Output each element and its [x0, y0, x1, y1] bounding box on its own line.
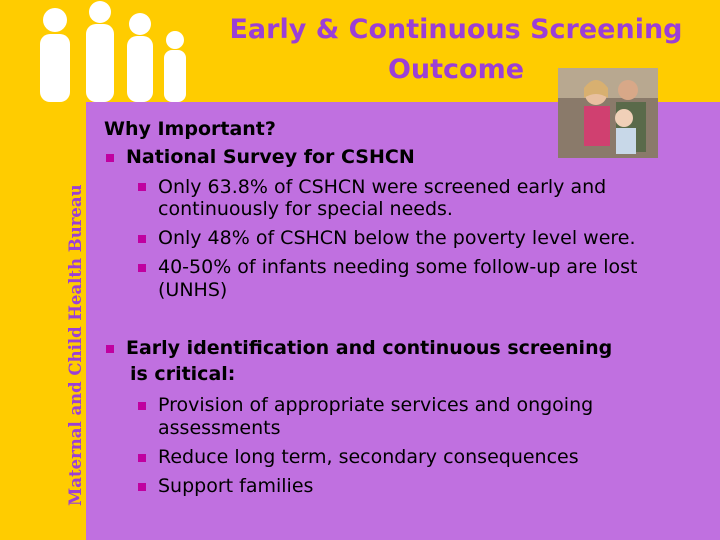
- section-heading: Why Important?: [104, 118, 276, 140]
- bullet-icon: [106, 345, 114, 353]
- sidebar-label: Maternal and Child Health Bureau: [66, 184, 85, 506]
- list-item-continued: is critical:: [130, 363, 236, 385]
- bullet-icon: [138, 264, 146, 272]
- bullet-icon: [138, 402, 146, 410]
- bullet-icon: [138, 235, 146, 243]
- list-item-continued: (UNHS): [158, 279, 228, 301]
- bullet-icon: [138, 483, 146, 491]
- list-item: 40-50% of infants needing some follow-up are lost: [158, 256, 638, 278]
- list-item: Only 48% of CSHCN below the poverty level were.: [158, 227, 636, 249]
- list-item: Early identification and continuous screening: [126, 337, 613, 359]
- list-item: Only 63.8% of CSHCN were screened early and: [158, 176, 607, 198]
- list-item: National Survey for CSHCN: [126, 146, 415, 168]
- list-item: Provision of appropriate services and ongoing: [158, 394, 594, 416]
- list-item-continued: continuously for special needs.: [158, 198, 453, 220]
- bullet-icon: [106, 154, 114, 162]
- list-item: Support families: [158, 475, 314, 497]
- list-item: Reduce long term, secondary consequences: [158, 446, 579, 468]
- title-line-1: Early & Continuous Screening: [229, 14, 683, 45]
- title-line-2: Outcome: [387, 54, 525, 85]
- bullet-icon: [138, 454, 146, 462]
- bullet-icon: [138, 183, 146, 191]
- list-item-continued: assessments: [158, 417, 281, 439]
